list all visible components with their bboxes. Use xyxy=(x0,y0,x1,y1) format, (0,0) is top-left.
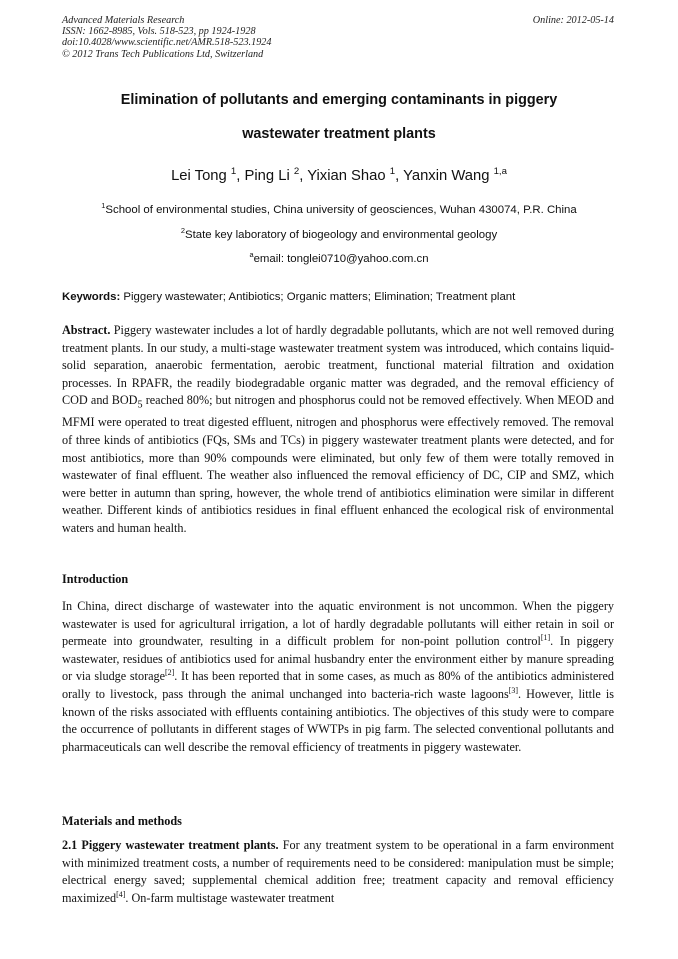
journal-header xyxy=(62,15,614,60)
affiliation-mark: 2 xyxy=(180,226,185,236)
section-heading-introduction: Introduction xyxy=(62,572,129,586)
keywords-label: Keywords: xyxy=(62,291,121,303)
keywords xyxy=(62,291,616,303)
journal-name: Advanced Materials Research xyxy=(62,15,185,26)
abstract-text: Piggery wastewater includes a lot of hardly degradable pollutants, which are not well removed during treatment plants. In our study, a multi-stage wastewater treatment system was introduced, which contains liquid-solid separation, anaerobic fermentation, aerobic treatment, functional material filtration and oxidation processes. In RPAFR, the readily biodegradable organic matter was degraded, and the removal efficiency of COD and BOD xyxy=(62,323,614,408)
citation[interactable]: [1] xyxy=(540,633,551,643)
section-heading-methods: Materials and methods xyxy=(62,814,182,828)
citation[interactable]: [4] xyxy=(116,889,126,899)
journal-doi[interactable]: doi:10.4028/www.scientific.net/AMR.518-523.1924 xyxy=(62,37,272,49)
author-name: Lei Tong xyxy=(171,168,227,184)
citation[interactable]: [2] xyxy=(165,668,175,678)
online-date: Online: 2012-05-14 xyxy=(532,15,614,26)
author-list xyxy=(62,168,616,184)
affiliation-mark: 1 xyxy=(101,201,106,211)
affiliation-2 xyxy=(62,226,616,241)
subsection-heading: 2.1 Piggery wastewater treatment plants. xyxy=(62,838,279,852)
subscript: 5 xyxy=(137,399,143,411)
email-text[interactable]: email: tonglei0710@yahoo.com.cn xyxy=(253,253,429,265)
methods-paragraph xyxy=(62,837,614,907)
abstract-text: reached 80%; but nitrogen and phosphorus could not be removed effectively. When MEOD and MFMI were operated to treat digested effluent, nitrogen and phosphorus were effectively removed. The removal of three kinds of antibiotics (FQs, SMs and TCs) in piggery wastewater treatment plants were detected, and for most antibiotics, more than 90% compounds were eliminated, but only few of them were totally removed in wastewater of final effluent. The weather also influenced the removal efficiency of DC, CIP and SMZ, which were better in autumn than spring, however, the whole trend of antibiotics elimination were similar in different weather. Different kinds of antibiotics residues in final effluent enhanced the ecological risk of environmental waters and human health. xyxy=(62,393,614,535)
author-affiliation-mark: 1 xyxy=(389,166,396,178)
author-name: Ping Li xyxy=(244,168,290,184)
author-separator: , xyxy=(395,168,404,184)
introduction-paragraph xyxy=(62,598,614,756)
abstract-paragraph xyxy=(62,322,614,538)
author-affiliation-mark: 1,a xyxy=(493,166,507,178)
body-text: . It has been reported that in some cases, as much as 80% of the antibiotics administered orally to livestock, pass through the animal unchanged into bacteria-rich waste lagoons xyxy=(62,669,614,701)
citation[interactable]: [3] xyxy=(508,685,519,695)
body-text: For any treatment system to be operational in a farm environment with minimized treatment costs, a number of requirements need to be considered: manipulation must be simple; electrical energy saved; supplemental chemical addition free; treatment capacity and removal efficiency maximized xyxy=(62,838,615,905)
paper-title-line-1: Elimination of pollutants and emerging contaminants in piggery xyxy=(120,92,558,108)
abstract-label: Abstract. xyxy=(62,323,111,337)
body-text: . However, little is known of the risks associated with effluents containing antibiotics. The objectives of this study were to compare the occurrence of pollutants in different stages of WWTPs in pig farm. The selected conventional pollutants and pharmaceuticals can well describe the removal efficiency of treatments in piggery wastewater. xyxy=(62,686,614,754)
author-separator: , xyxy=(236,168,245,184)
paper-title-line-2: wastewater treatment plants xyxy=(242,126,436,142)
author-affiliation-mark: 1 xyxy=(230,166,237,178)
body-text: . In piggery wastewater, residues of antibiotics used for animal husbandry enter the environment either by manure spreading or via sludge storage xyxy=(62,634,614,684)
affiliation-mark: a xyxy=(249,250,254,260)
author-email xyxy=(62,250,616,265)
body-text: . On-farm multistage wastewater treatment xyxy=(125,890,335,905)
keywords-text: Piggery wastewater; Antibiotics; Organic matters; Elimination; Treatment plant xyxy=(120,291,516,303)
author-name: Yanxin Wang xyxy=(403,168,490,184)
author-affiliation-mark: 2 xyxy=(293,166,300,178)
journal-issn: ISSN: 1662-8985, Vols. 518-523, pp 1924-1928 xyxy=(62,26,256,38)
affiliation-1 xyxy=(62,201,616,216)
affiliation-text: State key laboratory of biogeology and environmental geology xyxy=(184,229,498,241)
affiliation-text: School of environmental studies, China university of geosciences, Wuhan 430074, P.R. China xyxy=(105,204,577,216)
author-name: Yixian Shao xyxy=(307,168,386,184)
body-text: In China, direct discharge of wastewater into the aquatic environment is not uncommon. When the piggery wastewater is used for agricultural irrigation, a lot of hardly degradable pollutants will either retain in soil or permeate into groundwater, resulting in a difficult problem for non-point pollution control xyxy=(62,599,614,649)
journal-copyright: © 2012 Trans Tech Publications Ltd, Switzerland xyxy=(62,48,264,60)
author-separator: , xyxy=(299,168,308,184)
